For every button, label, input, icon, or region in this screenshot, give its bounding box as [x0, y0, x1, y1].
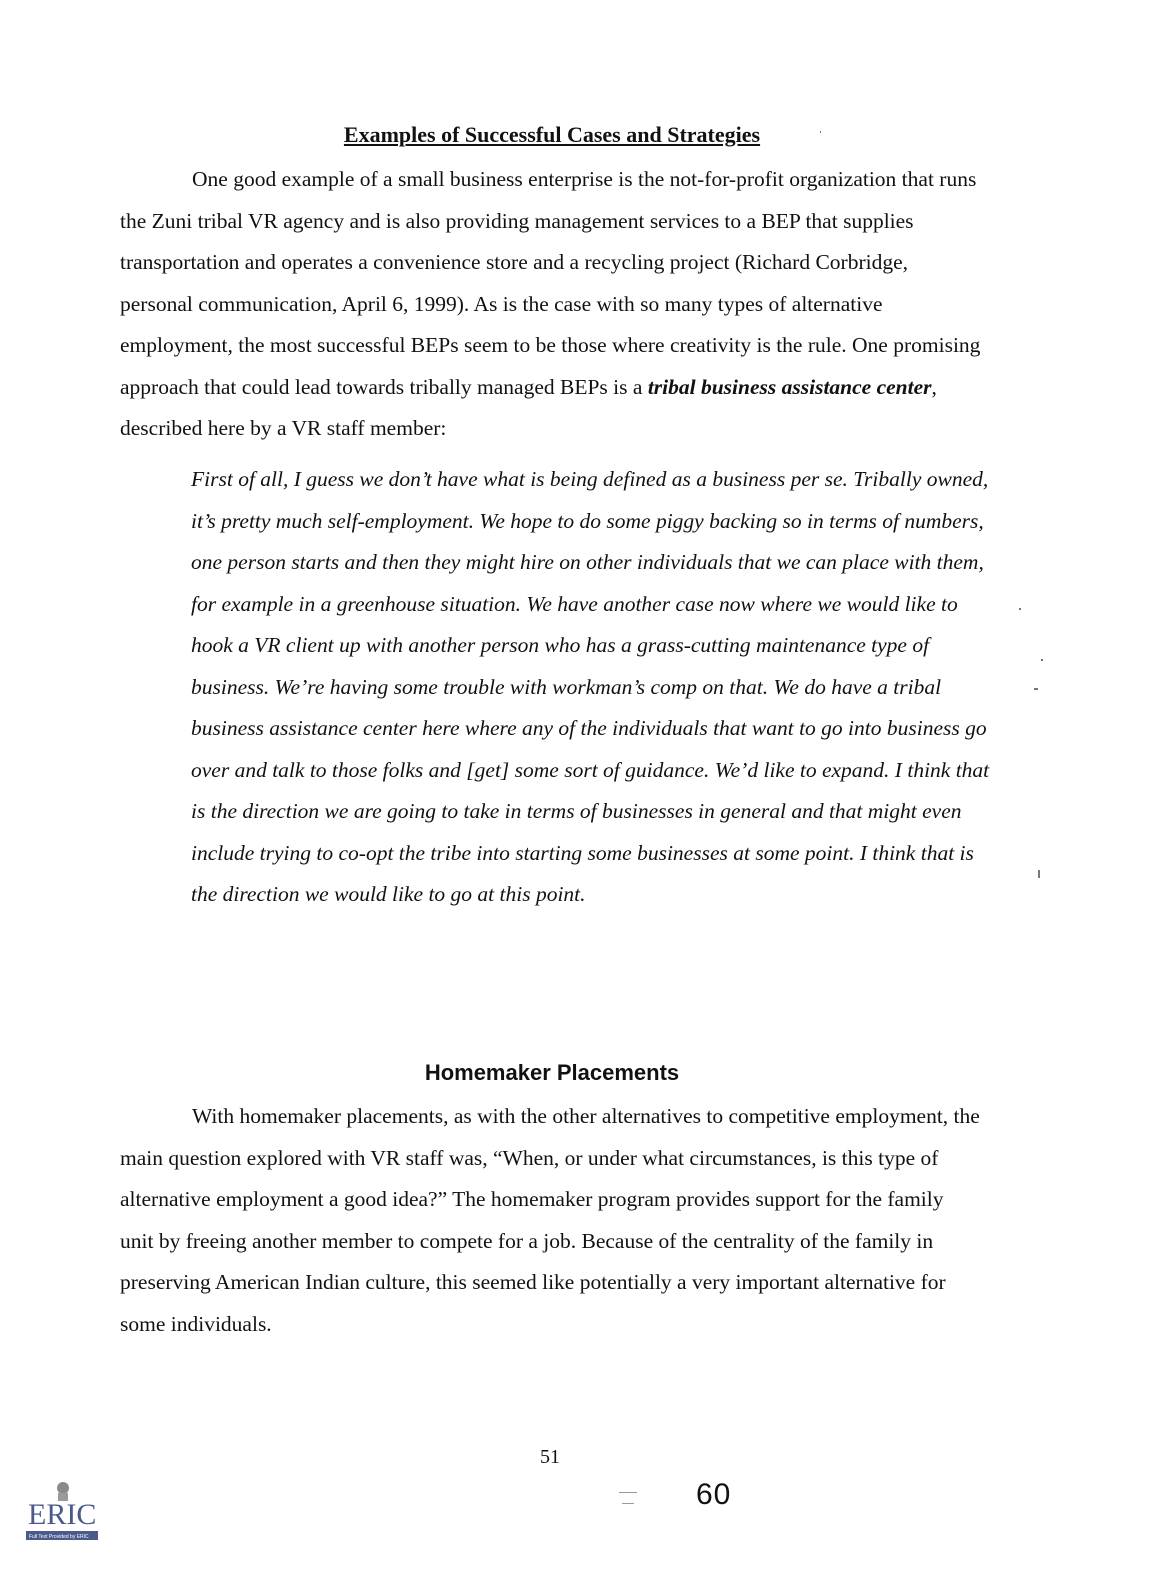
scan-speck [622, 1503, 634, 1504]
section-heading-examples: Examples of Successful Cases and Strategies [343, 122, 761, 147]
block-quote: First of all, I guess we don’t have what is being defined as a business per se. Tribally owned, it’s pretty much self-employment. We hope to do some piggy backing so in terms of numbers, one person starts and then they might hire on other individuals that we can place with them, for example in a greenhouse situation. We have another case now where we would like to hook a VR client up with another person who has a grass-cutting maintenance type of business. We’re having some trouble with workman’s comp on that. We do have a tribal business assistance center here where any of the individuals that want to go into business go over and talk to those folks and [get] some sort of guidance. We’d like to expand. I think that is the direction we are going to take in terms of businesses in general and that might even include trying to co-opt the tribe into starting some businesses at some point. I think that is the direction we would like to go at this point. [191, 467, 990, 906]
scan-speck [1038, 870, 1040, 878]
scan-speck [619, 1492, 637, 1493]
section-heading-homemaker: Homemaker Placements [424, 1060, 680, 1085]
paragraph-text-end: , described here by a VR staff member: [120, 374, 937, 440]
paragraph-text-start: One good example of a small business enterprise is the not-for-profit organization that runs the Zuni tribal VR agency and is also providing management services to a BEP that supplies transportation and operates a convenience store and a recycling project (Richard Corbridge, personal communication, April 6, 1999). As is the case with so many types of alternative employment, the most successful BEPs seem to be those where creativity is the rule. One promising approach that could lead towards tribally managed BEPs is a [120, 167, 981, 399]
eric-logo-mark [57, 1482, 69, 1494]
paragraph-text: With homemaker placements, as with the other alternatives to competitive employment, the main question explored with VR staff was, “When, or under what circumstances, is this type of alternative employment a good idea?” The homemaker program provides support for the family unit by freeing another member to compete for a job. Because of the centrality of the family in preserving American Indian culture, this seemed like potentially a very important alternative for some individuals. [120, 1104, 980, 1336]
paragraph-examples [120, 159, 982, 450]
eric-logo-text: ERIC [28, 1498, 97, 1531]
stamp-number: 60 [696, 1478, 732, 1511]
emphasis-term: tribal business assistance center [647, 374, 932, 399]
scan-speck [820, 131, 821, 133]
page-number: 51 [540, 1446, 560, 1468]
scan-speck [1034, 688, 1038, 690]
scan-speck [1041, 659, 1043, 661]
scan-speck [1019, 608, 1021, 610]
eric-logo [26, 1480, 98, 1542]
eric-logo-tagline: Full Text Provided by ERIC [29, 1534, 89, 1540]
paragraph-homemaker [120, 1096, 982, 1345]
